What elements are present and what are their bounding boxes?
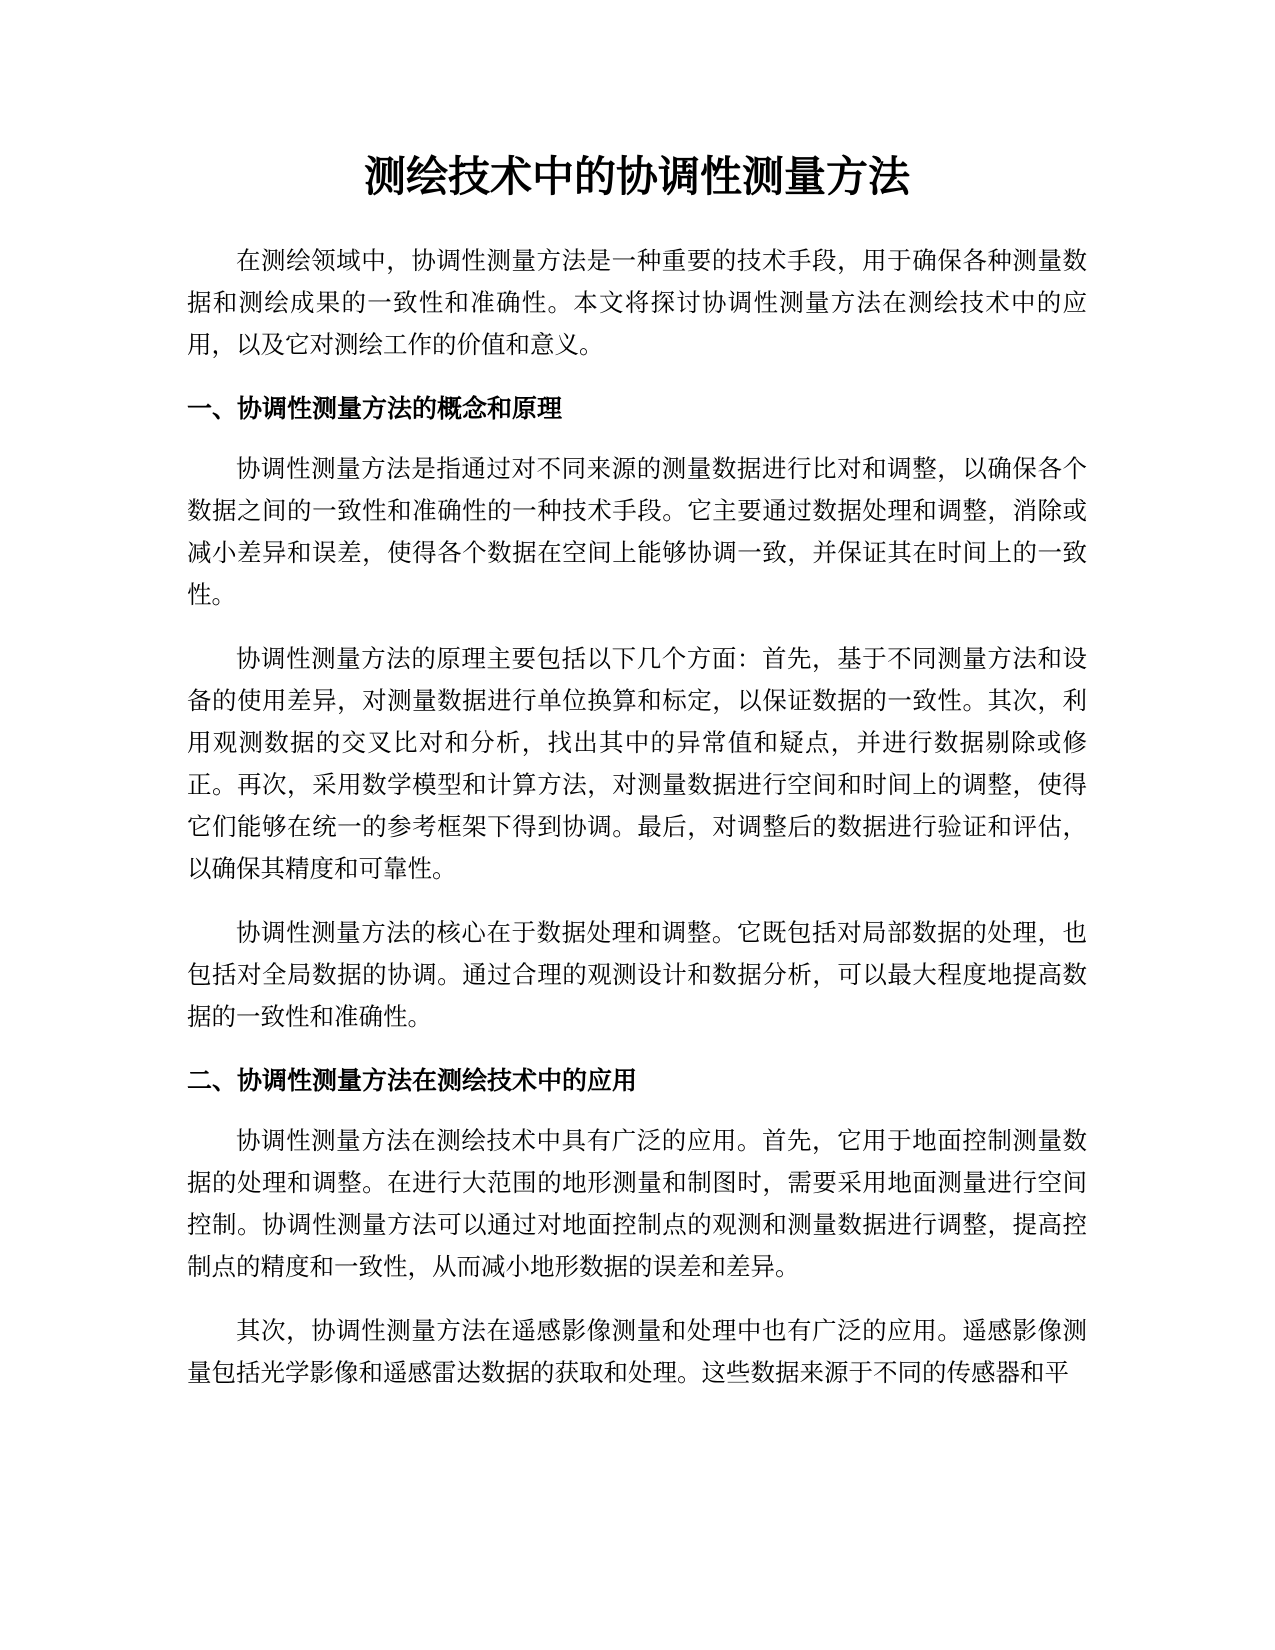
document-page <box>187 140 1087 1416</box>
section-1-paragraph-1: 协调性测量方法是指通过对不同来源的测量数据进行比对和调整，以确保各个数据之间的一致性和准确性的一种技术手段。它主要通过数据处理和调整，消除或减小差异和误差，使得各个数据在空间上能够协调一致，并保证其在时间上的一致性。 <box>187 454 1087 610</box>
section-1-paragraph-2: 协调性测量方法的原理主要包括以下几个方面：首先，基于不同测量方法和设备的使用差异，对测量数据进行单位换算和标定，以保证数据的一致性。其次，利用观测数据的交叉比对和分析，找出其中的异常值和疑点，并进行数据剔除或修正。再次，采用数学模型和计算方法，对测量数据进行空间和时间上的调整，使得它们能够在统一的参考框架下得到协调。最后，对调整后的数据进行验证和评估，以确保其精度和可靠性。 <box>187 644 1087 884</box>
section-2-paragraph-2: 其次，协调性测量方法在遥感影像测量和处理中也有广泛的应用。遥感影像测量包括光学影像和遥感雷达数据的获取和处理。这些数据来源于不同的传感器和平 <box>187 1316 1087 1388</box>
section-1-paragraph-3: 协调性测量方法的核心在于数据处理和调整。它既包括对局部数据的处理，也包括对全局数据的协调。通过合理的观测设计和数据分析，可以最大程度地提高数据的一致性和准确性。 <box>187 918 1087 1032</box>
document-title: 测绘技术中的协调性测量方法 <box>363 152 910 201</box>
section-2-paragraph-1: 协调性测量方法在测绘技术中具有广泛的应用。首先，它用于地面控制测量数据的处理和调整。在进行大范围的地形测量和制图时，需要采用地面测量进行空间控制。协调性测量方法可以通过对地面控制点的观测和测量数据进行调整，提高控制点的精度和一致性，从而减小地形数据的误差和差异。 <box>187 1126 1087 1282</box>
section-2-heading: 二、协调性测量方法在测绘技术中的应用 <box>187 1066 638 1096</box>
intro-paragraph: 在测绘领域中，协调性测量方法是一种重要的技术手段，用于确保各种测量数据和测绘成果的一致性和准确性。本文将探讨协调性测量方法在测绘技术中的应用，以及它对测绘工作的价值和意义。 <box>187 246 1087 360</box>
section-1-heading: 一、协调性测量方法的概念和原理 <box>187 394 563 424</box>
